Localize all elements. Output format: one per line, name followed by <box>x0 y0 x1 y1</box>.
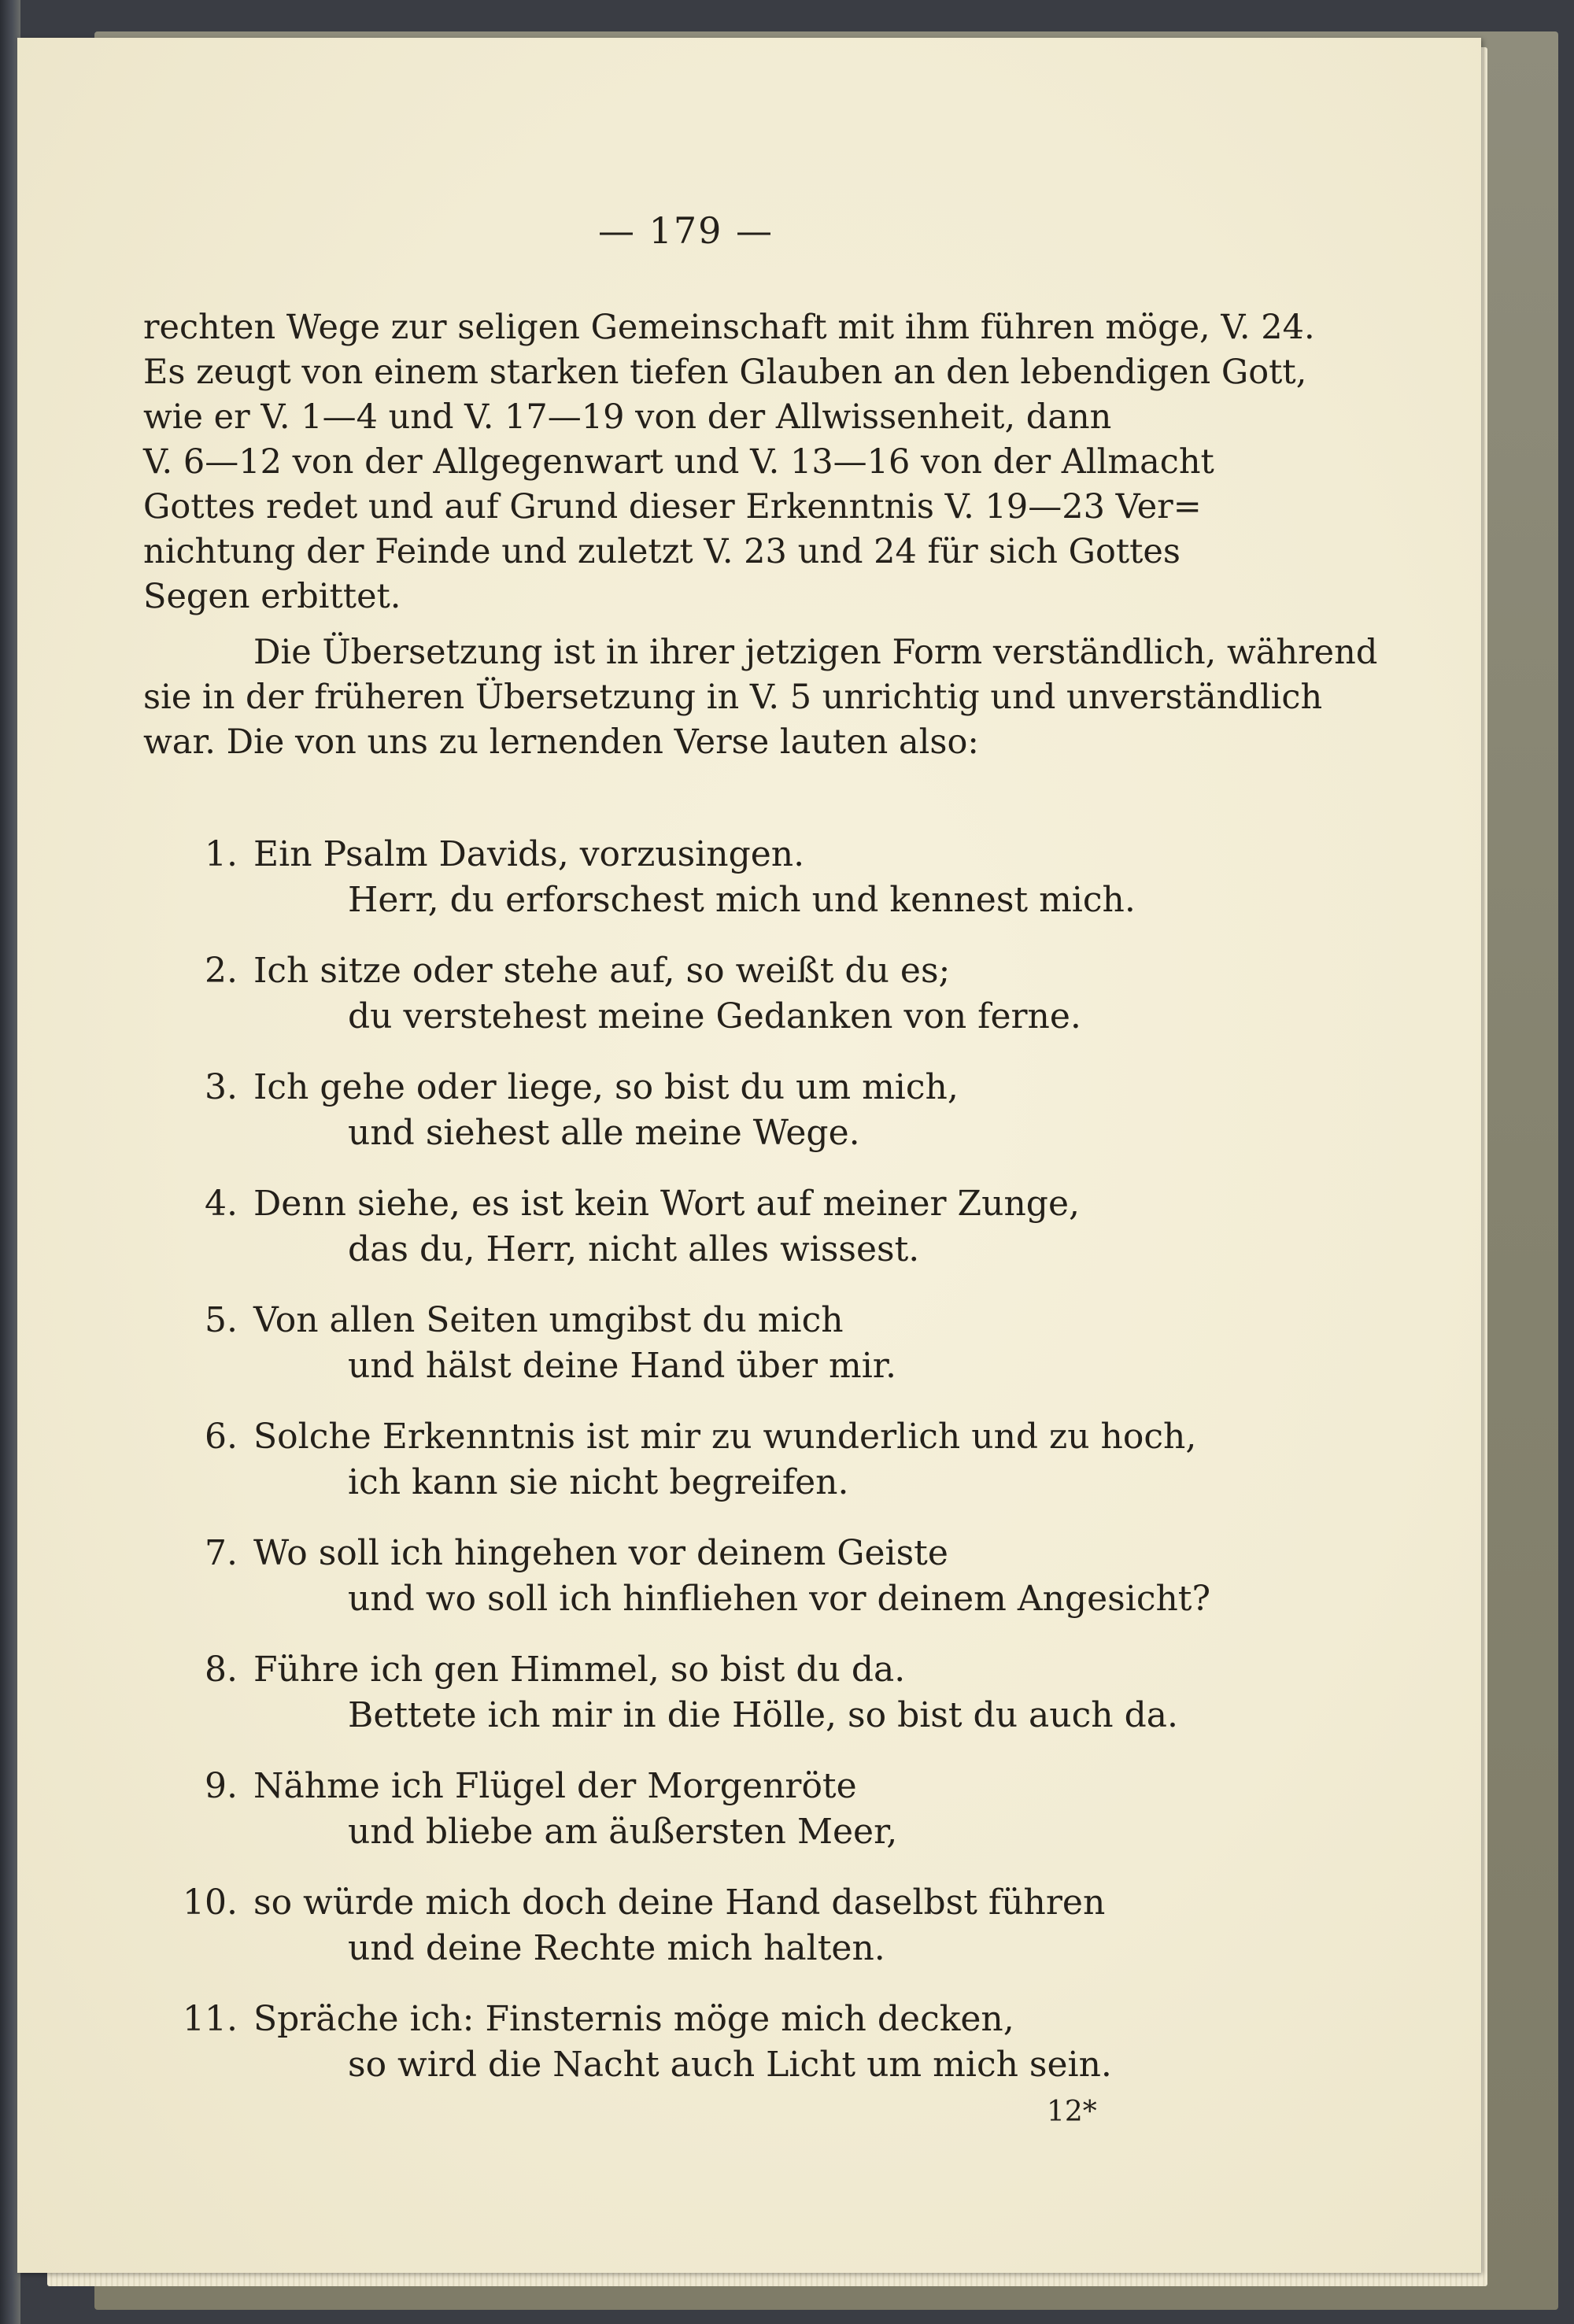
paragraph-line: wie er V. 1—4 und V. 17—19 von der Allwissenheit, dann <box>143 397 1112 437</box>
signature-mark: 12* <box>1047 2096 1097 2128</box>
paragraph-line: Die Übersetzung ist in ihrer jetzigen Form verständlich, während <box>253 633 1378 672</box>
verse-line: das du, Herr, nicht alles wissest. <box>348 1229 920 1269</box>
verse-number: 1. <box>205 834 238 874</box>
verse-line: Bettete ich mir in die Hölle, so bist du auch da. <box>348 1695 1178 1735</box>
page-number: — 179 — <box>598 209 774 252</box>
verse-line: Spräche ich: Finsternis möge mich decken, <box>253 1999 1014 2039</box>
verse-number: 5. <box>205 1300 238 1340</box>
book-page <box>17 38 1481 2273</box>
verse-line: Solche Erkenntnis ist mir zu wunderlich und zu hoch, <box>253 1417 1197 1457</box>
paragraph-line: Es zeugt von einem starken tiefen Glauben an den lebendigen Gott, <box>143 353 1307 392</box>
verse-number: 2. <box>205 951 238 991</box>
verse-number: 10. <box>183 1882 238 1923</box>
verse-line: Nähme ich Flügel der Morgenröte <box>253 1766 857 1806</box>
verse-number: 9. <box>205 1766 238 1806</box>
verse-line: und deine Rechte mich halten. <box>348 1928 885 1968</box>
verse-line: Von allen Seiten umgibst du mich <box>253 1300 844 1340</box>
verse-line: Führe ich gen Himmel, so bist du da. <box>253 1650 906 1690</box>
verse-number: 11. <box>183 1999 238 2039</box>
verse-line: Ein Psalm Davids, vorzusingen. <box>253 834 805 874</box>
paragraph-line: Gottes redet und auf Grund dieser Erkenntnis V. 19—23 Ver= <box>143 487 1202 527</box>
paragraph-line: sie in der früheren Übersetzung in V. 5 unrichtig und unverständlich <box>143 678 1323 717</box>
verse-number: 8. <box>205 1650 238 1690</box>
verse-line: du verstehest meine Gedanken von ferne. <box>348 996 1081 1036</box>
verse-line: Ich sitze oder stehe auf, so weißt du es; <box>253 951 951 991</box>
paragraph-line: rechten Wege zur seligen Gemeinschaft mit ihm führen möge, V. 24. <box>143 308 1315 347</box>
verse-line: Herr, du erforschest mich und kennest mich. <box>348 880 1136 920</box>
verse-number: 3. <box>205 1067 238 1107</box>
paragraph-line: nichtung der Feinde und zuletzt V. 23 und 24 für sich Gottes <box>143 532 1180 571</box>
verse-line: Denn siehe, es ist kein Wort auf meiner Zunge, <box>253 1184 1080 1224</box>
verse-number: 6. <box>205 1417 238 1457</box>
verse-number: 7. <box>205 1533 238 1573</box>
paragraph-line: war. Die von uns zu lernenden Verse lauten also: <box>143 722 979 762</box>
verse-line: Wo soll ich hingehen vor deinem Geiste <box>253 1533 948 1573</box>
verse-line: Ich gehe oder liege, so bist du um mich, <box>253 1067 959 1107</box>
verse-line: und bliebe am äußersten Meer, <box>348 1812 898 1852</box>
verse-line: so würde mich doch deine Hand daselbst führen <box>253 1882 1106 1923</box>
verse-line: und hälst deine Hand über mir. <box>348 1346 896 1386</box>
verse-line: so wird die Nacht auch Licht um mich sein. <box>348 2045 1112 2085</box>
verse-number: 4. <box>205 1184 238 1224</box>
verse-line: und wo soll ich hinfliehen vor deinem Angesicht? <box>348 1579 1211 1619</box>
verse-line: ich kann sie nicht begreifen. <box>348 1462 849 1502</box>
paragraph-line: V. 6—12 von der Allgegenwart und V. 13—16 von der Allmacht <box>143 442 1214 482</box>
paragraph-line: Segen erbittet. <box>143 577 401 616</box>
verse-line: und siehest alle meine Wege. <box>348 1113 860 1153</box>
